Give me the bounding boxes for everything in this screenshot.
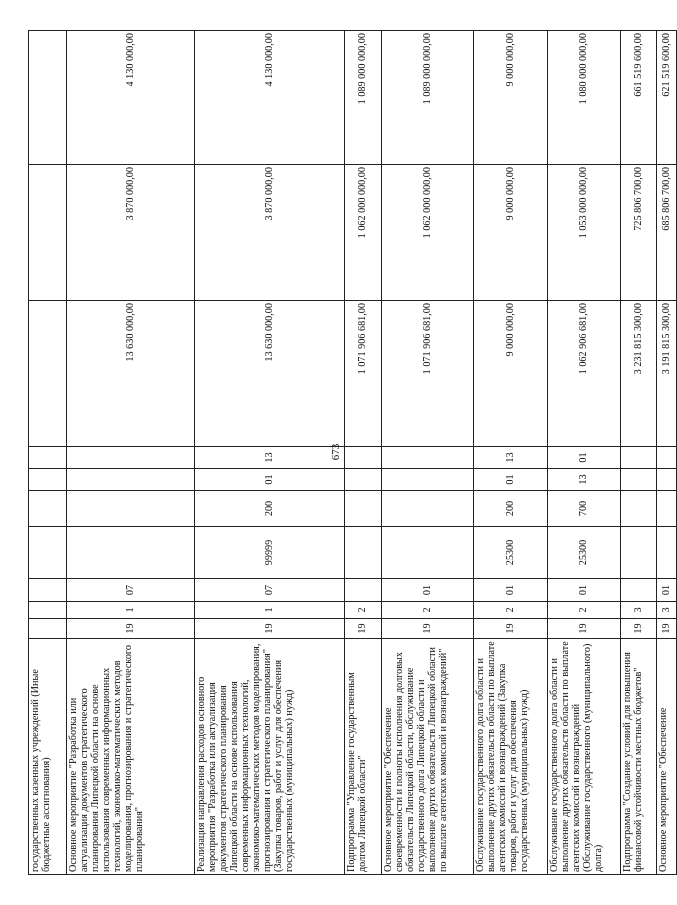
code-cell <box>345 527 382 579</box>
row-name: государственных казенных учреждений (Иные бюджетные ассигнования) <box>29 639 67 875</box>
table-row <box>621 31 657 875</box>
code-cell: 01 <box>382 579 474 602</box>
table-row <box>67 31 195 875</box>
code-cell: 25300 <box>474 527 548 579</box>
code-cell: 13 <box>548 469 621 491</box>
amount-cell: 9 000 000,00 <box>474 31 548 165</box>
code-cell: 3 <box>621 602 657 619</box>
rotated-table-area <box>28 31 672 875</box>
code-cell <box>621 527 657 579</box>
row-name: Обслуживание государственного долга области и выполнение других обязательств области по выплате агентских комиссий и вознаграждений (Закупка товаров, работ и услуг для обеспечения государственных (муниципальных) нужд) <box>474 639 548 875</box>
code-cell: 3 <box>657 602 677 619</box>
code-cell <box>29 469 67 491</box>
amount-cell: 1 080 000 000,00 <box>548 31 621 165</box>
code-cell <box>621 491 657 527</box>
table-row <box>195 31 345 875</box>
amount-cell: 685 806 700,00 <box>657 165 677 301</box>
code-cell <box>657 527 677 579</box>
table-row <box>29 31 67 875</box>
code-cell: 19 <box>345 619 382 639</box>
code-cell: 2 <box>548 602 621 619</box>
amount-cell: 1 062 000 000,00 <box>382 165 474 301</box>
code-cell <box>67 527 195 579</box>
amount-cell: 1 053 000 000,00 <box>548 165 621 301</box>
amount-cell: 9 000 000,00 <box>474 165 548 301</box>
amount-cell: 3 870 000,00 <box>195 165 345 301</box>
code-cell: 2 <box>474 602 548 619</box>
code-cell <box>657 491 677 527</box>
code-cell: 2 <box>382 602 474 619</box>
amount-cell: 3 870 000,00 <box>67 165 195 301</box>
row-name: Подпрограмма "Управление государственным долгом Липецкой области" <box>345 639 382 875</box>
row-name: Обслуживание государственного долга области и выполнение других обязательств области по выплате агентских комиссий и вознаграждений (Обслуживание государственного (муниципального) долга) <box>548 639 621 875</box>
code-cell: 01 <box>474 469 548 491</box>
amount-cell: 1 062 000 000,00 <box>345 165 382 301</box>
row-name: Основное мероприятие "Обеспечение своевременности и полноты исполнения долговых обязательств Липецкой области, обслуживание государственного долга Липецкой области и выполнение других обязательств Липецкой области по выплате агентских комиссий и вознаграждений" <box>382 639 474 875</box>
amount-cell: 725 806 700,00 <box>621 165 657 301</box>
amount-cell <box>29 31 67 165</box>
code-cell: 700 <box>548 491 621 527</box>
code-cell <box>29 491 67 527</box>
table-row <box>657 31 677 875</box>
amount-cell: 1 071 906 681,00 <box>382 301 474 447</box>
code-cell <box>345 469 382 491</box>
code-cell <box>657 447 677 469</box>
code-cell <box>29 579 67 602</box>
code-cell: 19 <box>474 619 548 639</box>
code-cell <box>67 447 195 469</box>
amount-cell: 4 130 000,00 <box>67 31 195 165</box>
code-cell: 2 <box>345 602 382 619</box>
row-name: Реализация направления расходов основного мероприятия "Разработка или актуализация документов стратегического планирования Липецкой области на основе использования современных информационных технологий, экономико-математических методов моделирования, прогнозирования и стратегического планирования" (Закупка товаров, работ и услуг для обеспечения государственных (муниципальных) нужд) <box>195 639 345 875</box>
page-number: 673 <box>330 443 342 461</box>
code-cell <box>621 469 657 491</box>
code-cell: 19 <box>548 619 621 639</box>
code-cell <box>345 579 382 602</box>
budget-table <box>28 30 677 875</box>
code-cell: 01 <box>548 579 621 602</box>
code-cell: 19 <box>382 619 474 639</box>
code-cell: 1 <box>195 602 345 619</box>
table-row <box>474 31 548 875</box>
amount-cell: 661 519 600,00 <box>621 31 657 165</box>
table-row <box>345 31 382 875</box>
amount-cell: 1 089 000 000,00 <box>345 31 382 165</box>
amount-cell: 3 191 815 300,00 <box>657 301 677 447</box>
amount-cell <box>29 165 67 301</box>
amount-cell <box>29 301 67 447</box>
code-cell: 1 <box>67 602 195 619</box>
code-cell <box>382 447 474 469</box>
code-cell <box>345 447 382 469</box>
code-cell <box>382 491 474 527</box>
code-cell: 13 <box>195 447 345 469</box>
code-cell: 01 <box>474 579 548 602</box>
row-name: Основное мероприятие "Разработка или актуализация документов стратегического планирования Липецкой области на основе использования современных информационных технологий, экономико-математических методов моделирования, прогнозирования и стратегического планирования" <box>67 639 195 875</box>
row-name: Подпрограмма "Создание условий для повышения финансовой устойчивости местных бюджетов" <box>621 639 657 875</box>
code-cell: 19 <box>621 619 657 639</box>
amount-cell: 13 630 000,00 <box>67 301 195 447</box>
code-cell: 19 <box>195 619 345 639</box>
code-cell: 07 <box>195 579 345 602</box>
amount-cell: 1 089 000 000,00 <box>382 31 474 165</box>
amount-cell: 9 000 000,00 <box>474 301 548 447</box>
code-cell <box>29 619 67 639</box>
code-cell: 01 <box>195 469 345 491</box>
code-cell: 01 <box>657 579 677 602</box>
code-cell: 19 <box>67 619 195 639</box>
code-cell <box>621 579 657 602</box>
code-cell <box>67 491 195 527</box>
amount-cell: 4 130 000,00 <box>195 31 345 165</box>
amount-cell: 1 062 906 681,00 <box>548 301 621 447</box>
table-body <box>29 31 677 875</box>
code-cell <box>29 527 67 579</box>
code-cell <box>29 447 67 469</box>
code-cell: 200 <box>195 491 345 527</box>
code-cell <box>345 491 382 527</box>
code-cell: 13 <box>474 447 548 469</box>
code-cell <box>67 469 195 491</box>
code-cell <box>382 527 474 579</box>
code-cell: 19 <box>657 619 677 639</box>
code-cell: 25300 <box>548 527 621 579</box>
amount-cell: 13 630 000,00 <box>195 301 345 447</box>
row-name: Основное мероприятие "Обеспечение <box>657 639 677 875</box>
code-cell: 99999 <box>195 527 345 579</box>
code-cell <box>382 469 474 491</box>
table-row <box>382 31 474 875</box>
table-row <box>548 31 621 875</box>
amount-cell: 1 071 906 681,00 <box>345 301 382 447</box>
amount-cell: 3 231 815 300,00 <box>621 301 657 447</box>
code-cell <box>29 602 67 619</box>
code-cell: 01 <box>548 447 621 469</box>
code-cell <box>657 469 677 491</box>
code-cell: 07 <box>67 579 195 602</box>
code-cell: 200 <box>474 491 548 527</box>
code-cell <box>621 447 657 469</box>
amount-cell: 621 519 600,00 <box>657 31 677 165</box>
